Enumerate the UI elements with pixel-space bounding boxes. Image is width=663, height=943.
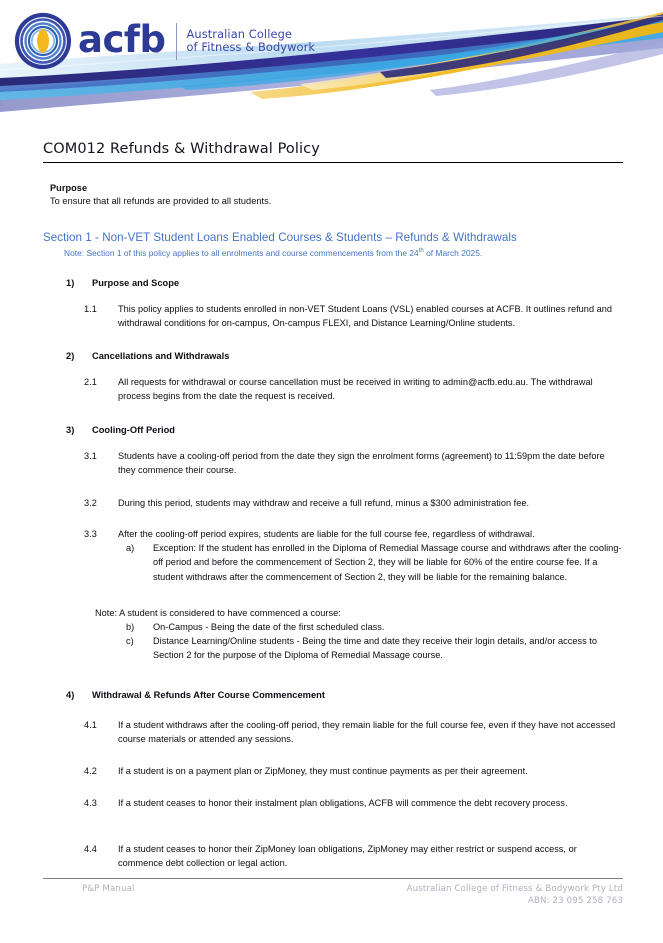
clause-marker: 2) — [66, 351, 75, 361]
logo-tagline-line2: of Fitness & Bodywork — [186, 40, 316, 54]
logo-divider — [176, 23, 177, 60]
clause-marker: 3) — [66, 425, 75, 435]
clause-marker: 4.4 — [84, 844, 97, 854]
clause-text: After the cooling-off period expires, students are liable for the full course fee, regardless of withdrawal. — [118, 529, 535, 539]
clause-3-2 — [84, 496, 622, 510]
logo-tagline — [186, 28, 315, 55]
clause-text: Exception: If the student has enrolled in the Diploma of Remedial Massage course and withdraws after the cooling-off period and before the commencement of Section 2, they will be liable for 60% of the entire course fee. If a student withdraws after the commencement of Section 2, they will be liable for the remaining balance. — [153, 543, 622, 582]
clause-text: Withdrawal & Refunds After Course Commencement — [92, 690, 325, 700]
clause-marker: 4) — [66, 690, 75, 700]
clause-marker: 1) — [66, 278, 75, 288]
clause-marker: 2.1 — [84, 377, 97, 387]
section-note — [64, 248, 482, 258]
clause-marker: 4.3 — [84, 798, 97, 808]
section-note-suffix: of March 2025. — [423, 248, 483, 258]
section-heading: Section 1 - Non-VET Student Loans Enabled Courses & Students – Refunds & Withdrawals — [43, 231, 517, 244]
footer-right-text — [407, 883, 623, 907]
logo-tagline-line1: Australian College — [186, 26, 293, 41]
clause-heading-4 — [66, 688, 606, 702]
clause-3-3 — [84, 527, 622, 541]
clause-text: If a student is on a payment plan or ZipMoney, they must continue payments as per their agreement. — [118, 766, 528, 776]
clause-text: All requests for withdrawal or course cancellation must be received in writing to admin@acfb.edu.au. The withdrawal process begins from the date the request is received. — [118, 377, 593, 402]
purpose-body: To ensure that all refunds are provided to all students. — [50, 196, 272, 206]
clause-marker: 4.2 — [84, 766, 97, 776]
clause-marker: 1.1 — [84, 304, 97, 314]
clause-text: On-Campus - Being the date of the first scheduled class. — [153, 622, 385, 632]
clause-1-1 — [84, 302, 622, 331]
title-divider — [43, 162, 623, 163]
clause-text: If a student ceases to honor their instalment plan obligations, ACFB will commence the debt recovery process. — [118, 798, 568, 808]
clause-text: Students have a cooling-off period from the date they sign the enrolment forms (agreement) to 11:59pm the date before they commence their course. — [118, 451, 605, 476]
clause-text: Cooling-Off Period — [92, 425, 175, 435]
commenced-note: Note: A student is considered to have commenced a course: — [95, 608, 341, 618]
footer-left-text: P&P Manual — [82, 884, 135, 894]
section-note-prefix: Note: Section 1 of this policy applies to all enrolments and course commencements from the 24 — [64, 248, 419, 258]
clause-marker: 3.3 — [84, 529, 97, 539]
clause-marker: 3.2 — [84, 498, 97, 508]
clause-text: If a student ceases to honor their ZipMoney loan obligations, ZipMoney may either restrict or suspend access, or commence debt collection or legal action. — [118, 844, 577, 869]
clause-marker: a) — [126, 543, 135, 553]
logo-acfb-text: acfb — [78, 18, 166, 61]
clause-text: Purpose and Scope — [92, 278, 180, 288]
clause-3-1 — [84, 449, 622, 478]
page-footer — [43, 878, 623, 907]
clause-marker: 4.1 — [84, 720, 97, 730]
clause-3-3-a — [126, 541, 622, 584]
clause-2-1 — [84, 375, 622, 404]
clause-3-3-c — [126, 634, 622, 663]
clause-4-2 — [84, 764, 622, 778]
purpose-heading: Purpose — [50, 183, 88, 193]
footer-abn: ABN: 23 095 258 763 — [527, 896, 623, 906]
clause-heading-1 — [66, 276, 606, 290]
clause-text: Distance Learning/Online students - Being the time and date they receive their login details, and/or access to Section 2 for the purpose of the Diploma of Remedial Massage course. — [153, 636, 597, 661]
clause-marker: 3.1 — [84, 451, 97, 461]
clause-4-3 — [84, 796, 622, 810]
page-title: COM012 Refunds & Withdrawal Policy — [43, 141, 320, 157]
clause-text: This policy applies to students enrolled in non-VET Student Loans (VSL) enabled courses at ACFB. It outlines refund and withdrawal conditions for on-campus, On-campus FLEXI, and Distance Learning/Online students. — [118, 304, 613, 329]
clause-text: Cancellations and Withdrawals — [92, 351, 230, 361]
clause-3-3-b — [126, 620, 622, 634]
acfb-circular-emblem-icon — [12, 12, 74, 70]
clause-text: During this period, students may withdraw and receive a full refund, minus a $300 administration fee. — [118, 498, 530, 508]
logo-wordmark — [78, 18, 315, 64]
footer-company-name: Australian College of Fitness & Bodywork Pty Ltd — [406, 884, 623, 894]
clause-text: If a student withdraws after the cooling-off period, they remain liable for the full course fee, even if they have not accessed course materials or attended any sessions. — [118, 720, 616, 745]
clause-heading-2 — [66, 349, 606, 363]
section-note-ordinal: th — [418, 248, 424, 255]
clause-4-4 — [84, 842, 622, 871]
clause-heading-3 — [66, 423, 606, 437]
clause-marker: b) — [126, 622, 135, 632]
document-title-block — [43, 140, 623, 163]
acfb-logo — [12, 10, 316, 72]
clause-4-1 — [84, 718, 622, 747]
clause-marker: c) — [126, 636, 134, 646]
